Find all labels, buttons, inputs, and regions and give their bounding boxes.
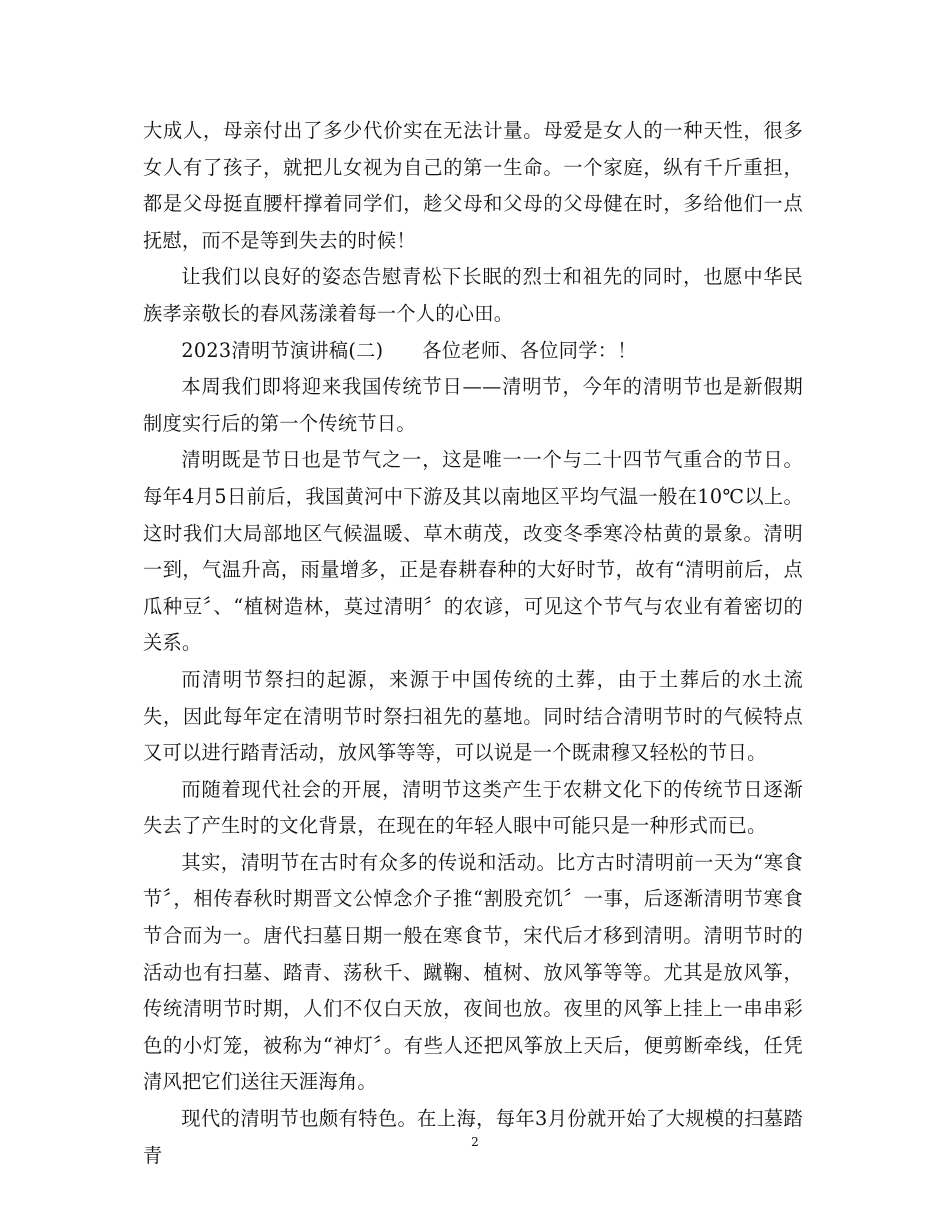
- paragraph: 清明既是节日也是节气之一，这是唯一一个与二十四节气重合的节日。每年4月5日前后，我国黄河中下游及其以南地区平均气温一般在10℃以上。这时我们大局部地区气候温暖、草木萌茂，改变冬季寒冷枯黄的景象。清明一到，气温升高，雨量增多，正是春耕春种的大好时节，故有“清明前后，点瓜种豆〞、“植树造林，莫过清明〞的农谚，可见这个节气与农业有着密切的关系。: [143, 448, 803, 655]
- paragraph: 让我们以良好的姿态告慰青松下长眠的烈士和祖先的同时，也愿中华民族孝亲敬长的春风荡漾着每一个人的心田。: [143, 265, 803, 325]
- paragraph: 现代的清明节也颇有特色。在上海，每年3月份就开始了大规模的扫墓踏青: [143, 1107, 803, 1167]
- section-heading: 2023清明节演讲稿(二) 各位老师、各位同学：！: [181, 338, 637, 362]
- paragraph-continuation: 大成人，母亲付出了多少代价实在无法计量。母爱是女人的一种天性，很多女人有了孩子，就把儿女视为自己的第一生命。一个家庭，纵有千斤重担，都是父母挺直腰杆撑着同学们，趁父母和父母的父母健在时，多给他们一点抚慰，而不是等到失去的时候！: [143, 119, 803, 252]
- page-number: 2: [471, 1135, 479, 1149]
- paragraph: 而清明节祭扫的起源，来源于中国传统的土葬，由于土葬后的水土流失，因此每年定在清明节时祭扫祖先的墓地。同时结合清明节时的气候特点又可以进行踏青活动，放风筝等等，可以说是一个既肃穆又轻松的节日。: [143, 667, 803, 765]
- paragraph: 其实，清明节在古时有众多的传说和活动。比方古时清明前一天为“寒食节〞，相传春秋时期晋文公悼念介子推“割股充饥〞一事，后逐渐清明节寒食节合而为一。唐代扫墓日期一般在寒食节，宋代后才移到清明。清明节时的活动也有扫墓、踏青、荡秋千、蹴鞠、植树、放风筝等等。尤其是放风筝，传统清明节时期，人们不仅白天放，夜间也放。夜里的风筝上挂上一串串彩色的小灯笼，被称为“神灯〞。有些人还把风筝放上天后，便剪断牵线，任凭清风把它们送往天涯海角。: [143, 850, 803, 1094]
- paragraph: 而随着现代社会的开展，清明节这类产生于农耕文化下的传统节日逐渐失去了产生时的文化背景，在现在的年轻人眼中可能只是一种形式而已。: [143, 777, 803, 838]
- body-text: [143, 113, 803, 1174]
- paragraph: 本周我们即将迎来我国传统节日——清明节，今年的清明节也是新假期制度实行后的第一个传统节日。: [143, 375, 803, 435]
